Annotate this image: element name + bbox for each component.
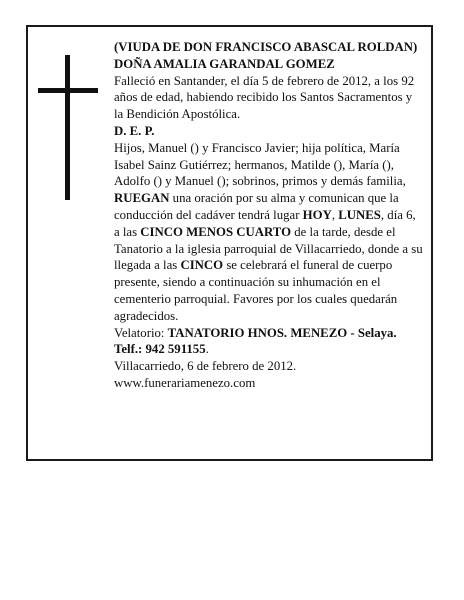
wake-info: Velatorio: TANATORIO HNOS. MENEZO - Selaya. Telf.: 942 591155. bbox=[114, 325, 397, 357]
lunes-word: LUNES bbox=[338, 207, 381, 222]
cinco-word: CINCO bbox=[180, 258, 224, 273]
obituary-notice bbox=[26, 25, 433, 461]
ruegan-word: RUEGAN bbox=[114, 191, 170, 206]
funeral-request: RUEGAN una oración por su alma y comunican que la conducción del cadáver tendrá lugar HOY, LUNES, día 6, a las CINCO MENOS CUARTO de la tarde, desde el Tanatorio a la iglesia parroquial de Villacarriedo, donde a su llegada a las CINCO se celebrará el funeral de cuerpo presente, siendo a continuación su inhumación en el cementerio parroquial. Favores por los cuales quedarán agradecidos. bbox=[114, 191, 423, 323]
widow-line: (VIUDA DE DON FRANCISCO ABASCAL ROLDAN) bbox=[114, 40, 418, 54]
wake-phone: Telf.: 942 591155 bbox=[114, 342, 206, 357]
cross-icon bbox=[38, 55, 98, 200]
cross-horizontal-bar bbox=[38, 88, 98, 93]
date-line: Villacarriedo, 6 de febrero de 2012. bbox=[114, 359, 297, 374]
death-announcement: Falleció en Santander, el día 5 de febrero de 2012, a los 92 años de edad, habiendo recibido los Santos Sacramentos y la Bendición Apostólica. bbox=[114, 73, 415, 122]
deceased-name: DOÑA AMALIA GARANDAL GOMEZ bbox=[114, 56, 335, 71]
cross-vertical-bar bbox=[65, 55, 70, 200]
website-link[interactable]: www.funerariamenezo.com bbox=[114, 375, 256, 390]
rip-line: D. E. P. bbox=[114, 123, 155, 138]
hoy-word: HOY bbox=[302, 207, 332, 222]
wake-place: TANATORIO HNOS. MENEZO - Selaya. bbox=[167, 325, 397, 340]
funeral-time: CINCO MENOS CUARTO bbox=[140, 224, 292, 239]
family-list: Hijos, Manuel () y Francisco Javier; hija política, María Isabel Sainz Gutiérrez; hermanos, Matilde (), María (), Adolfo () y Manuel (); sobrinos, primos y demás familia, bbox=[114, 140, 406, 189]
notice-text bbox=[114, 39, 424, 392]
